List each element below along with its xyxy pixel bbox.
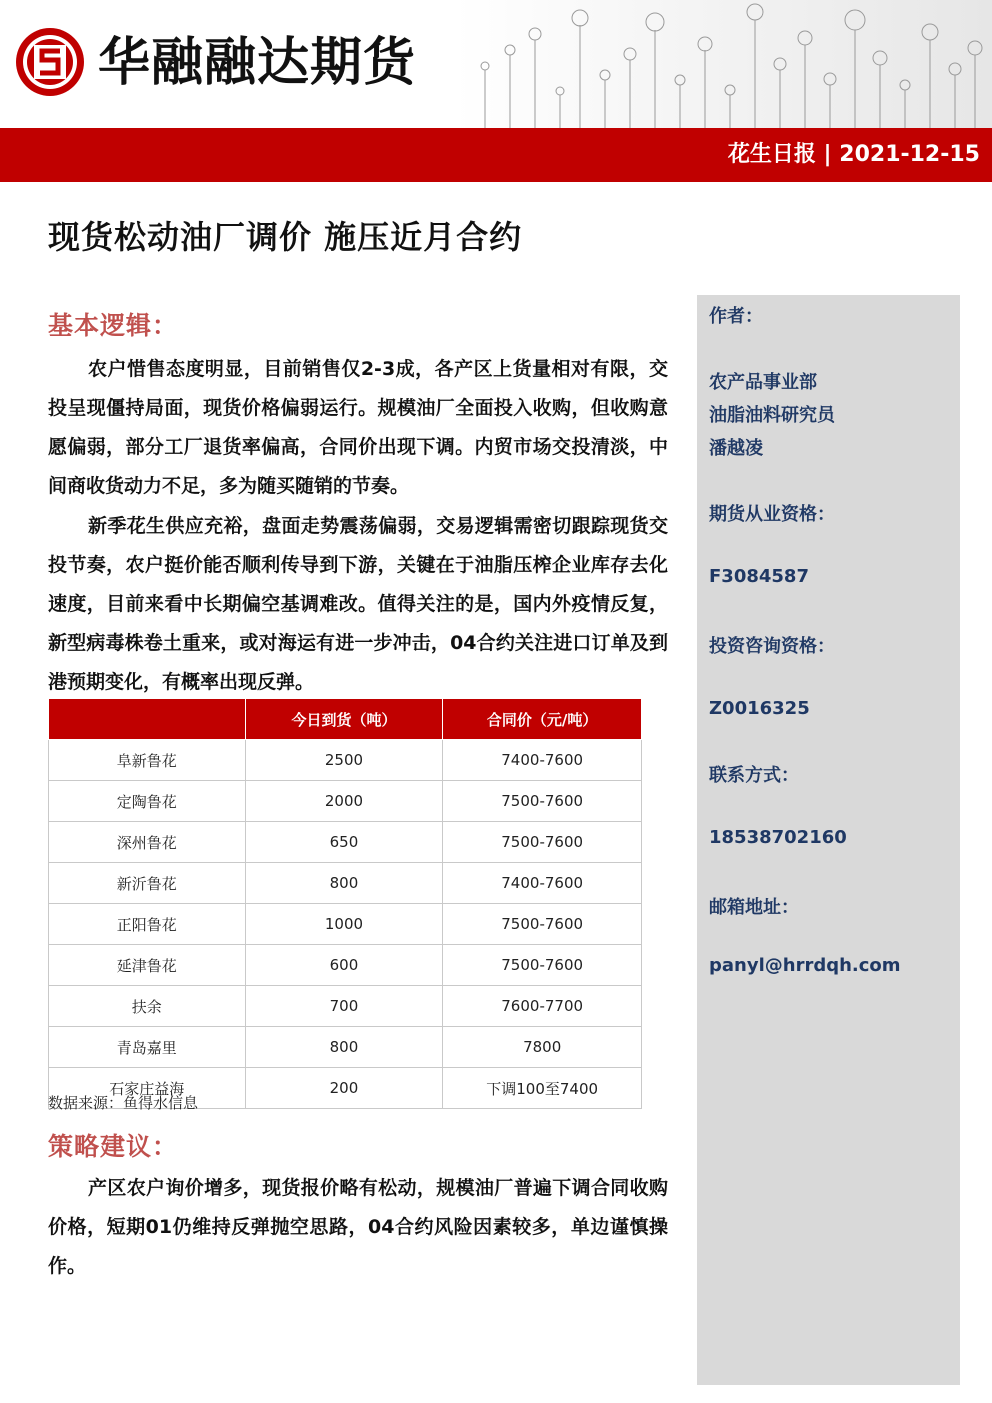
table-row <box>49 781 642 822</box>
arrival-cell: 2000 <box>245 781 443 822</box>
plant-name-cell: 定陶鲁花 <box>49 781 246 822</box>
plant-name-cell: 阜新鲁花 <box>49 740 246 781</box>
plant-name-cell: 新沂鲁花 <box>49 863 246 904</box>
logic-paragraph-2: 新季花生供应充裕，盘面走势震荡偏弱，交易逻辑需密切跟踪现货交投节奏，农户挺价能否顺利传导到下游，关键在于油脂压榨企业库存去化速度，目前来看中长期偏空基调难改。值得关注的是，国内外疫情反复，新型病毒株卷土重来，或对海运有进一步冲击，04合约关注进口订单及到港预期变化，有概率出现反弹。 <box>48 515 668 693</box>
table-row <box>49 945 642 986</box>
invest-qualification-label: 投资咨询资格： <box>709 636 835 657</box>
logic-paragraph-1: 农户惜售态度明显，目前销售仅2-3成，各产区上货量相对有限，交投呈现僵持局面，现货价格偏弱运行。规模油厂全面投入收购，但收购意愿偏弱，部分工厂退货率偏高，合同价出现下调。内贸市场交投清淡，中间商收货动力不足，多为随买随销的节奏。 <box>48 358 668 497</box>
price-cell: 7400-7600 <box>443 863 642 904</box>
arrival-cell: 600 <box>245 945 443 986</box>
price-cell: 7500-7600 <box>443 822 642 863</box>
author-department: 农产品事业部 <box>709 372 817 393</box>
page-title: 现货松动油厂调价 施压近月合约 <box>48 218 523 256</box>
price-cell: 7400-7600 <box>443 740 642 781</box>
plant-name-cell: 石家庄益海 <box>49 1068 246 1109</box>
table-header-cell: 今日到货（吨） <box>245 699 443 740</box>
price-cell: 7500-7600 <box>443 945 642 986</box>
arrival-cell: 800 <box>245 863 443 904</box>
plant-name-cell: 青岛嘉里 <box>49 1027 246 1068</box>
table-row <box>49 986 642 1027</box>
arrival-cell: 700 <box>245 986 443 1027</box>
company-logo-icon <box>14 26 86 98</box>
contact-phone[interactable]: 18538702160 <box>709 827 847 848</box>
table-row <box>49 822 642 863</box>
plant-name-cell: 扶余 <box>49 986 246 1027</box>
brand-name: 华融融达期货 <box>98 32 417 93</box>
price-cell: 7500-7600 <box>443 781 642 822</box>
futures-qualification-id: F3084587 <box>709 566 809 587</box>
strategy-heading: 策略建议： <box>48 1132 179 1161</box>
arrival-cell: 650 <box>245 822 443 863</box>
table-row <box>49 1027 642 1068</box>
plant-name-cell: 正阳鲁花 <box>49 904 246 945</box>
invest-qualification-id: Z0016325 <box>709 698 810 719</box>
logic-heading: 基本逻辑： <box>48 311 179 340</box>
decorative-pattern <box>455 0 992 128</box>
table-row <box>49 904 642 945</box>
report-date: 2021-12-15 <box>839 142 980 167</box>
table-header-cell: 合同价（元/吨） <box>443 699 642 740</box>
report-banner <box>0 128 992 182</box>
contact-email-link[interactable]: panyl@hrrdqh.com <box>709 955 901 976</box>
plant-name-cell: 深州鲁花 <box>49 822 246 863</box>
price-cell: 7600-7700 <box>443 986 642 1027</box>
page-header <box>0 0 992 128</box>
table-header-cell <box>49 699 246 740</box>
arrival-cell: 800 <box>245 1027 443 1068</box>
arrival-cell: 2500 <box>245 740 443 781</box>
table-row <box>49 740 642 781</box>
arrival-cell: 200 <box>245 1068 443 1109</box>
arrival-cell: 1000 <box>245 904 443 945</box>
email-label: 邮箱地址： <box>709 897 799 918</box>
author-label: 作者： <box>709 306 763 327</box>
price-cell: 7800 <box>443 1027 642 1068</box>
report-separator: | <box>823 142 832 167</box>
plant-name-cell: 延津鲁花 <box>49 945 246 986</box>
price-cell: 7500-7600 <box>443 904 642 945</box>
report-type: 花生日报 <box>727 142 816 167</box>
table-row <box>49 863 642 904</box>
table-header-row <box>49 699 642 740</box>
arrival-price-table <box>48 698 642 1109</box>
data-source-note: 数据来源：鱼得水信息 <box>48 1094 199 1112</box>
author-name: 潘越凌 <box>709 438 763 459</box>
report-tag <box>728 128 980 182</box>
contact-label: 联系方式： <box>709 765 799 786</box>
author-sidebar <box>697 295 960 1385</box>
author-team: 油脂油料研究员 <box>709 405 835 426</box>
strategy-paragraph: 产区农户询价增多，现货报价略有松动，规模油厂普遍下调合同收购价格，短期01仍维持反弹抛空思路，04合约风险因素较多，单边谨慎操作。 <box>48 1177 668 1277</box>
futures-qualification-label: 期货从业资格： <box>709 504 835 525</box>
price-cell: 下调100至7400 <box>443 1068 642 1109</box>
